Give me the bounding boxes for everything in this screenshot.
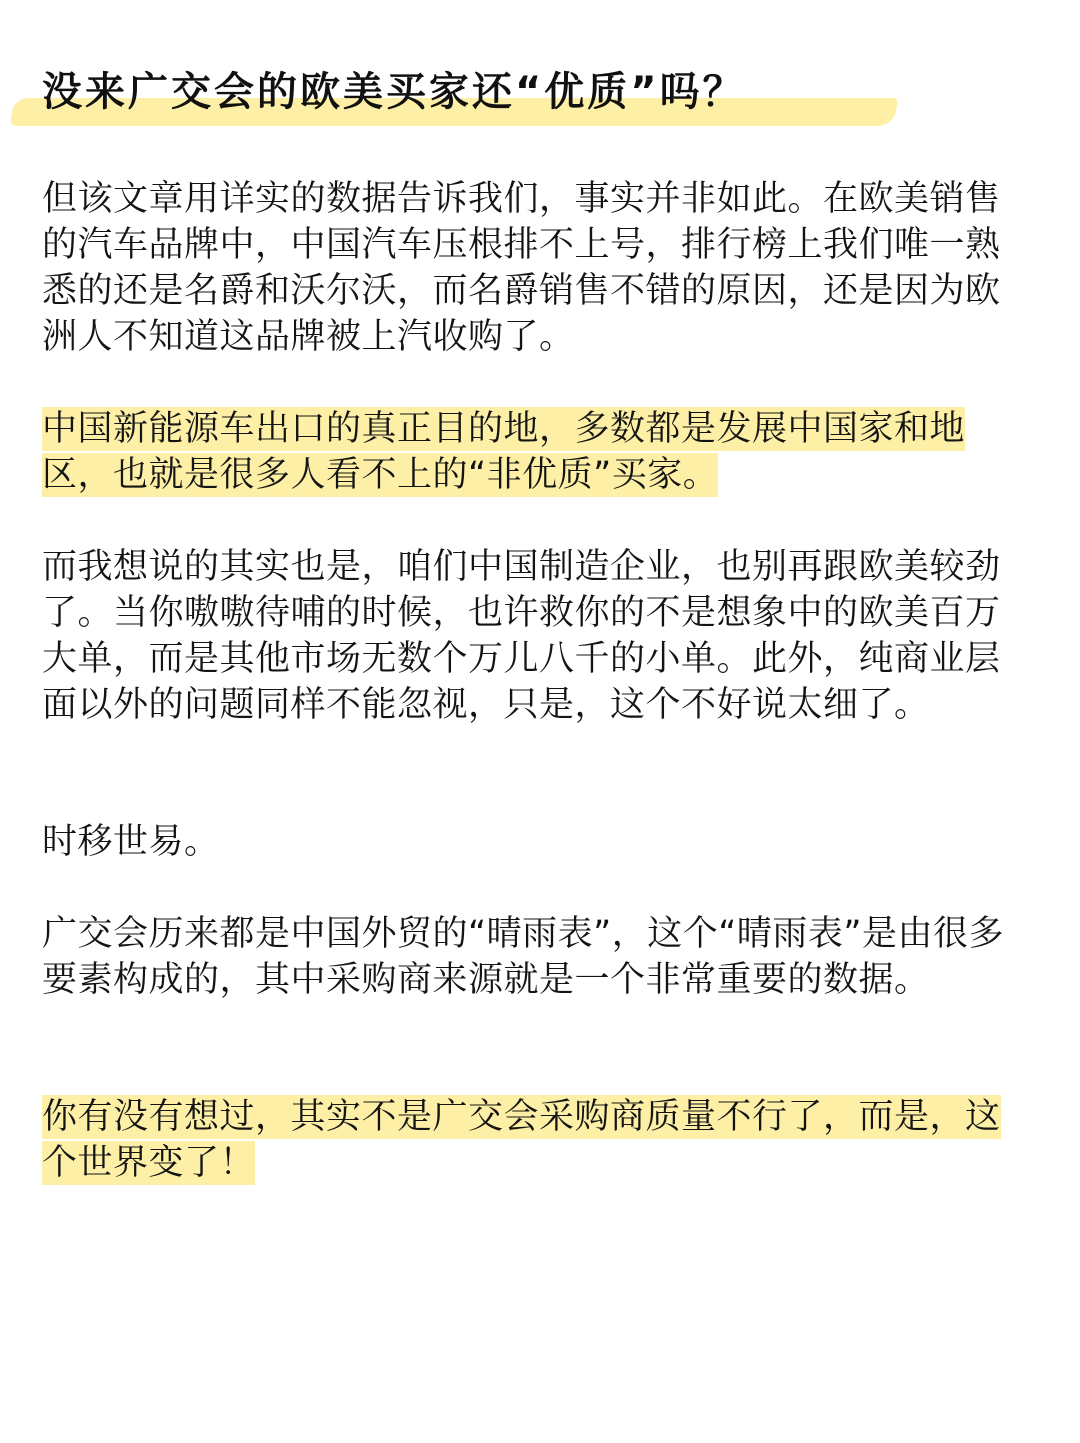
highlighted-text: 中国新能源车出口的真正目的地，多数都是发展中国家和地区，也就是很多人看不上的“非优质”买家。 (42, 409, 966, 495)
paragraph-2-highlighted (42, 406, 1022, 498)
title-block (12, 58, 896, 128)
paragraph-4: 时移世易。 (42, 822, 220, 862)
page-title: 没来广交会的欧美买家还“优质”吗？ (42, 69, 746, 115)
highlighted-text: 你有没有想过，其实不是广交会采购商质量不行了，而是，这个世界变了！ (42, 1097, 1001, 1183)
paragraph-6-highlighted (42, 1094, 1022, 1186)
paragraph-3: 而我想说的其实也是，咱们中国制造企业，也别再跟欧美较劲了。当你嗷嗷待哺的时候，也许救你的不是想象中的欧美百万大单，而是其他市场无数个万儿八千的小单。此外，纯商业层面以外的问题同样不能忽视，只是，这个不好说太细了。 (42, 547, 1001, 725)
paragraph-5: 广交会历来都是中国外贸的“晴雨表”，这个“晴雨表”是由很多要素构成的，其中采购商来源就是一个非常重要的数据。 (42, 914, 1005, 1000)
paragraph-1: 但该文章用详实的数据告诉我们，事实并非如此。在欧美销售的汽车品牌中，中国汽车压根排不上号，排行榜上我们唯一熟悉的还是名爵和沃尔沃，而名爵销售不错的原因，还是因为欧洲人不知道这品牌被上汽收购了。 (42, 179, 1001, 357)
